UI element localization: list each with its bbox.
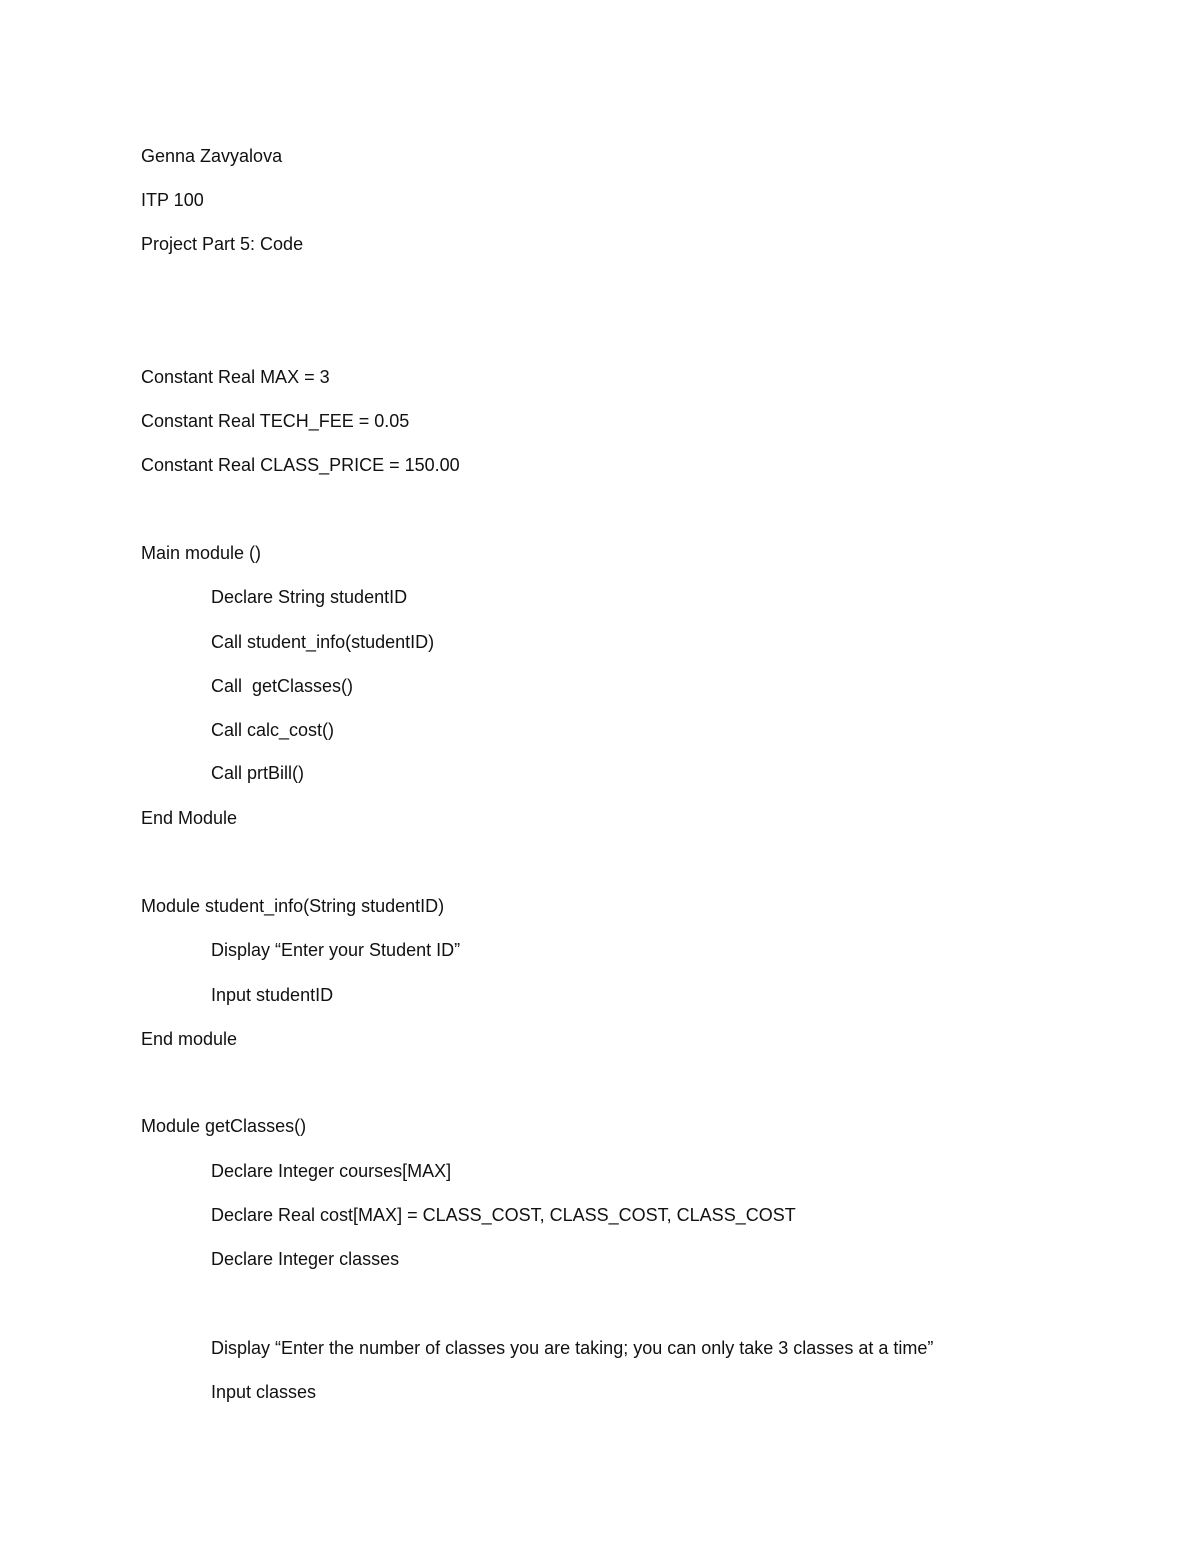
constant-line: Constant Real MAX = 3 bbox=[141, 367, 330, 387]
code-line: Input classes bbox=[211, 1382, 317, 1402]
constant-line: Constant Real CLASS_PRICE = 150.00 bbox=[141, 455, 460, 475]
code-line: Call calc_cost() bbox=[211, 720, 335, 740]
main-module-end: End Module bbox=[141, 808, 238, 828]
get-classes-module-start: Module getClasses() bbox=[141, 1116, 307, 1136]
code-line: Call student_info(studentID) bbox=[211, 632, 435, 652]
student-info-module-start: Module student_info(String studentID) bbox=[141, 896, 445, 916]
code-line: Declare String studentID bbox=[211, 587, 408, 607]
code-line: Declare Integer courses[MAX] bbox=[211, 1161, 452, 1181]
code-line: Declare Real cost[MAX] = CLASS_COST, CLASS_COST, CLASS_COST bbox=[211, 1205, 796, 1225]
code-line: Declare Integer classes bbox=[211, 1249, 400, 1269]
code-line: Display “Enter your Student ID” bbox=[211, 940, 461, 960]
code-line: Input studentID bbox=[211, 985, 334, 1005]
main-module-start: Main module () bbox=[141, 543, 262, 563]
code-line: Call getClasses() bbox=[211, 676, 354, 696]
code-line: Display “Enter the number of classes you are taking; you can only take 3 classes at a time” bbox=[211, 1338, 934, 1358]
course-code: ITP 100 bbox=[141, 190, 204, 210]
author-name: Genna Zavyalova bbox=[141, 146, 283, 166]
student-info-module-end: End module bbox=[141, 1029, 238, 1049]
document-title: Project Part 5: Code bbox=[141, 234, 304, 254]
code-line: Call prtBill() bbox=[211, 763, 305, 783]
constant-line: Constant Real TECH_FEE = 0.05 bbox=[141, 411, 410, 431]
